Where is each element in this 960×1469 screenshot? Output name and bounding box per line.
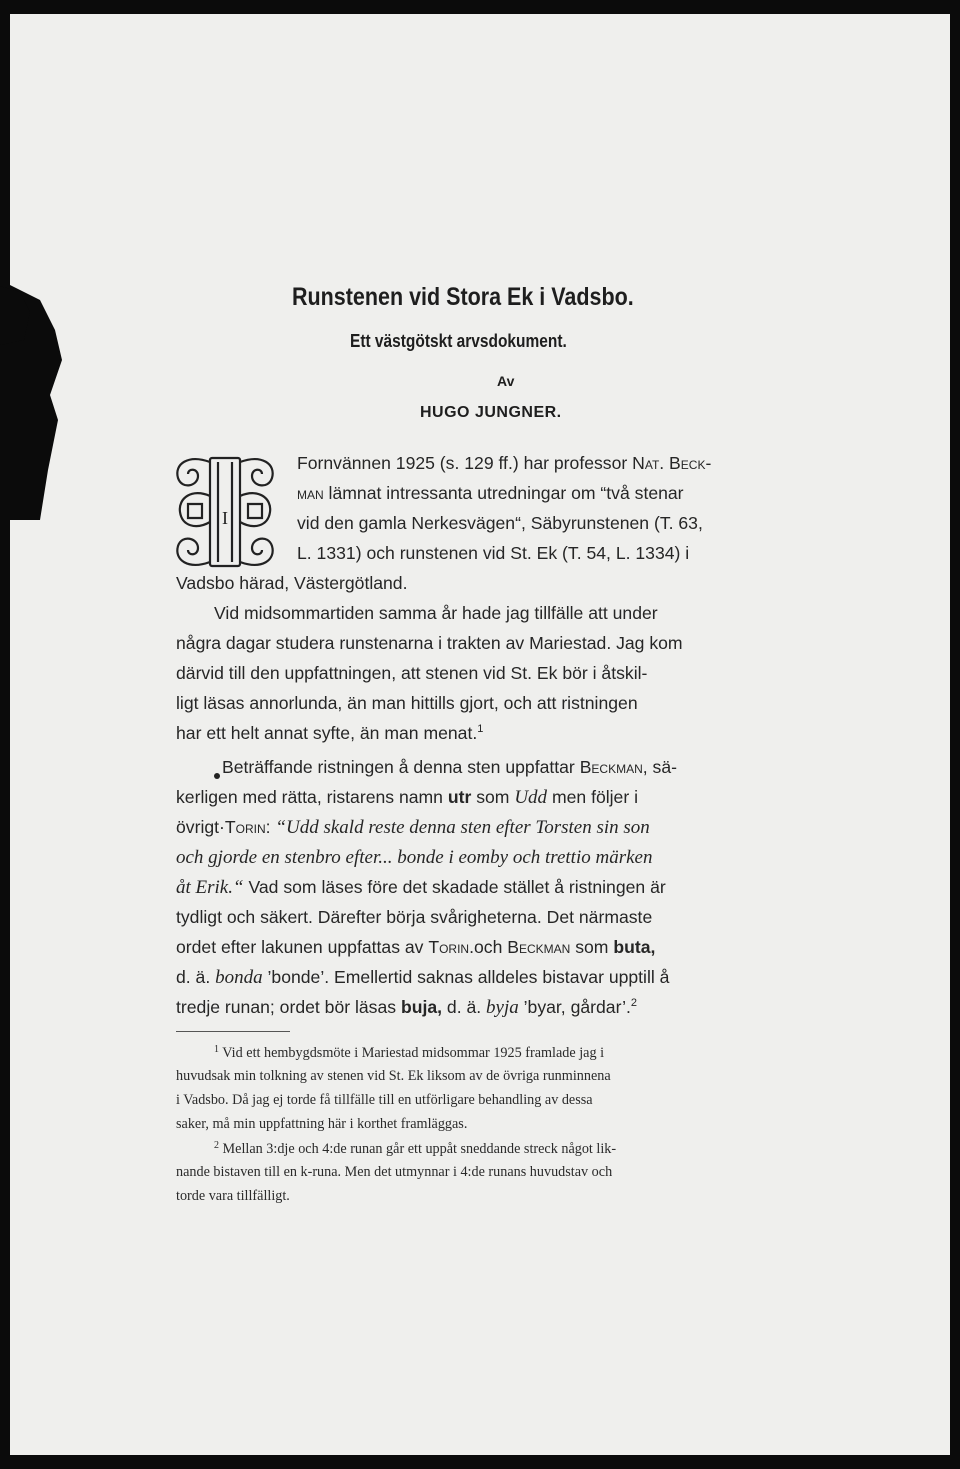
body-line: L. 1331) och runstenen vid St. Ek (T. 54, L. 1334) i bbox=[297, 543, 690, 563]
torn-edge bbox=[0, 0, 80, 520]
article-title: Runstenen vid Stora Ek i Vadsbo. bbox=[292, 283, 634, 311]
body-line: Fornvännen 1925 (s. 129 ff.) har professor Nat. Beck- bbox=[297, 453, 712, 473]
body-line: kerligen med rätta, ristarens namn utr som Udd men följer i bbox=[176, 787, 638, 808]
body-line: några dagar studera runstenarna i trakten av Mariestad. Jag kom bbox=[176, 633, 683, 653]
svg-text:I: I bbox=[222, 508, 228, 528]
body-line: åt Erik.“ Vad som läses före det skadade stället å ristningen är bbox=[176, 877, 666, 898]
body-line: har ett helt annat syfte, än man menat.$^1$ bbox=[176, 723, 484, 743]
footnote-line: nande bistaven till en k-runa. Men det utmynnar i 4:de runans huvudstav och bbox=[176, 1164, 613, 1180]
body-line: tredje runan; ordet bör läsas buja, d. ä. byja ’byar, gårdar’.$^2$ bbox=[176, 997, 638, 1018]
body-line: därvid till den uppfattningen, att stenen vid St. Ek bör i åtskil- bbox=[176, 663, 648, 683]
byline-av: Av bbox=[497, 373, 515, 389]
ink-dot bbox=[214, 773, 220, 779]
body-line: tydligt och säkert. Därefter börja svårigheterna. Det närmaste bbox=[176, 907, 653, 927]
footnote-ref: 1 bbox=[477, 723, 484, 735]
ornamental-initial-icon bbox=[168, 452, 282, 572]
footnote-ref: 2 bbox=[630, 997, 638, 1009]
footnote-line: saker, må min uppfattning här i korthet framläggas. bbox=[176, 1116, 468, 1132]
body-line: vid den gamla Nerkesvägen“, Säbyrunstenen (T. 63, bbox=[297, 513, 703, 533]
footnote-line: torde vara tillfälligt. bbox=[176, 1188, 290, 1204]
footnote-line: i Vadsbo. Då jag ej torde få tillfälle till en utförligare behandling av dessa bbox=[176, 1092, 593, 1108]
body-line: d. ä. bonda ’bonde’. Emellertid saknas alldeles bistavar upptill å bbox=[176, 967, 670, 988]
footnote-line: huvudsak min tolkning av stenen vid St. Ek liksom av de övriga runminnena bbox=[176, 1068, 611, 1084]
author-name: HUGO JUNGNER. bbox=[420, 404, 562, 421]
body-line: Vadsbo härad, Västergötland. bbox=[176, 573, 408, 593]
body-line: och gjorde en stenbro efter... bonde i eomby och trettio märken bbox=[176, 847, 653, 868]
body-line: ordet efter lakunen uppfattas av Torin.och Beckman som buta, bbox=[176, 937, 656, 957]
footnote-divider bbox=[176, 1031, 290, 1032]
footnote-line: $^1$ Vid ett hembygdsmöte i Mariestad midsommar 1925 framlade jag i bbox=[214, 1044, 605, 1061]
body-line: Beträffande ristningen å denna sten uppfattar Beckman, sä- bbox=[222, 757, 677, 777]
article-subtitle: Ett västgötskt arvsdokument. bbox=[350, 331, 567, 351]
body-line: ligt läsas annorlunda, än man hittills gjort, och att ristningen bbox=[176, 693, 638, 713]
body-line: man lämnat intressanta utredningar om “två stenar bbox=[297, 483, 684, 503]
body-line: övrigt·Torin: “Udd skald reste denna sten efter Torsten sin son bbox=[176, 817, 650, 838]
footnote-line: $^2$ Mellan 3:dje och 4:de runan går ett uppåt sneddande streck något lik- bbox=[214, 1140, 617, 1157]
body-line: Vid midsommartiden samma år hade jag tillfälle att under bbox=[214, 603, 658, 623]
